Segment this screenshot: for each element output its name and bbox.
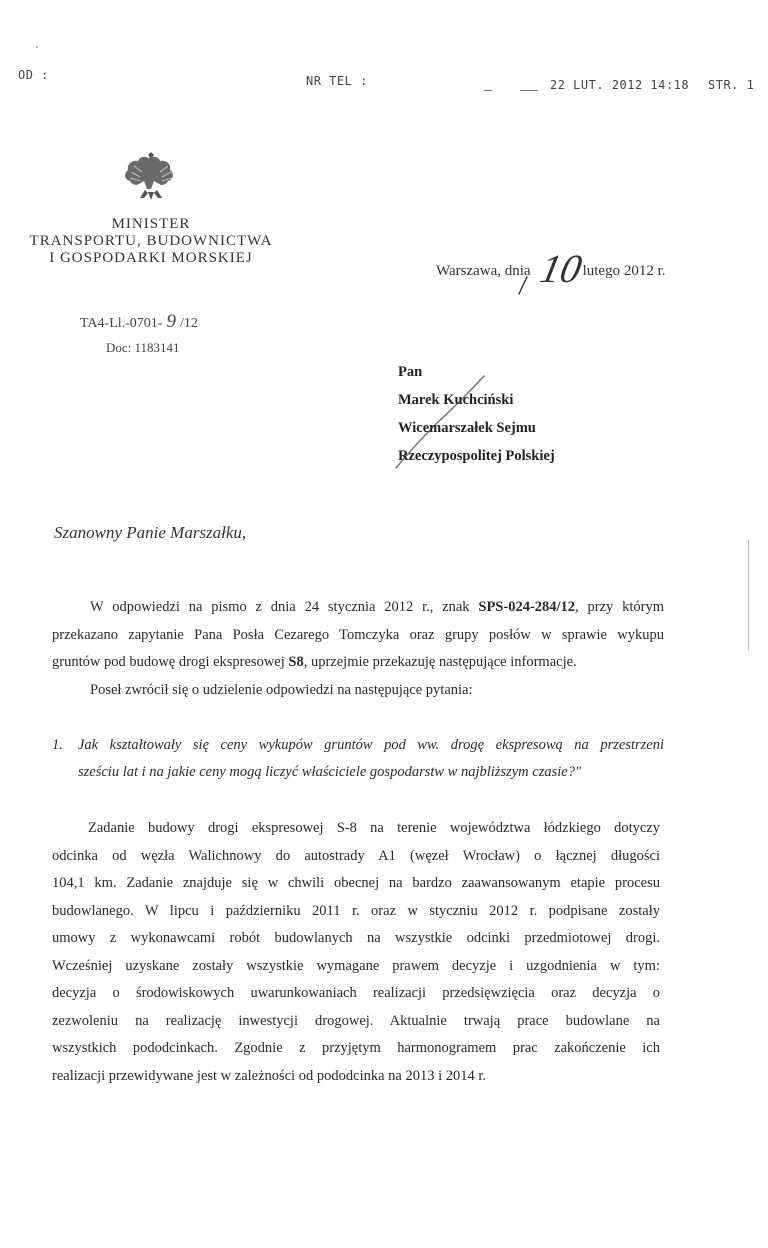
question-line-1: Jak kształtowały się ceny wykupów gruntów pod ww. drogę ekspresową na przestrzeni (78, 737, 664, 753)
date-month-year: lutego 2012 r. (582, 263, 666, 279)
fax-from-label: OD : (18, 68, 49, 82)
reference-sign (80, 311, 198, 333)
recipient-line-4: Rzeczypospolitej Polskiej (398, 448, 555, 464)
intro-line-3-pre: gruntów pod budowę drogi ekspresowej (52, 654, 289, 670)
answer-line: Wcześniej uzyskane zostały wszystkie wymagane prawem decyzje i uzgodnienia w tym: (52, 957, 660, 974)
answer-line: umowy z wykonawcami robót budowlanych na wszystkie odcinki przedmiotowej drogi. (52, 930, 660, 946)
fax-page-number: STR. 1 (708, 78, 755, 92)
intro-line-3 (52, 649, 664, 677)
intro-line-1-post: , przy którym (575, 599, 664, 615)
answer-line: wszystkich pododcinkach. Zgodnie z przyjętym harmonogramem prac zakończenie ich (52, 1040, 660, 1056)
intro-line-4: Poseł zwrócił się o udzielenie odpowiedzi na następujące pytania: (90, 681, 473, 698)
recipient-line-1: Pan (398, 364, 423, 380)
reference-sign-number: 9 (166, 311, 176, 332)
fax-underline (520, 90, 538, 91)
question-number: 1. (52, 737, 63, 753)
answer-line: 104,1 km. Zadanie znajduje się w chwili obecnej na bardzo zaawansowanym etapie procesu (52, 875, 660, 891)
answer-line: realizacji przewidywane jest w zależności od pododcinka na 2013 i 2014 r. (52, 1067, 487, 1084)
scan-edge-line (748, 540, 749, 650)
date-line (436, 245, 666, 292)
fax-date-time: 22 LUT. 2012 14:18 (550, 78, 690, 92)
date-day: 10 (535, 246, 586, 291)
sender-line-2: TRANSPORTU, BUDOWNICTWA (29, 233, 273, 249)
road-number: S8 (288, 654, 304, 670)
document-number: Doc: 1183141 (106, 340, 180, 355)
answer-paragraph (52, 815, 660, 1090)
fax-dash (484, 90, 492, 91)
sender-line-1: MINISTER (111, 216, 191, 232)
recipient-line-2: Marek Kuchciński (398, 392, 514, 408)
recipient-pen-stroke (388, 372, 498, 472)
answer-line: odcinka od węzła Walichnowy do autostrady A1 (węzeł Wrocław) o łącznej długości (52, 847, 660, 864)
date-place: Warszawa, dnia (436, 263, 531, 279)
answer-line: zezwoleniu na realizację inwestycji drogowej. Aktualnie trwają prace budowlane na (52, 1012, 660, 1029)
salutation: Szanowny Panie Marszałku, (54, 523, 247, 542)
intro-line-1 (52, 594, 664, 622)
intro-line-2: przekazano zapytanie Pana Posła Cezarego Tomczyka oraz grupy posłów w sprawie wykupu (52, 626, 664, 643)
reference-sign-prefix: TA4-Ll.-0701- (80, 316, 163, 331)
eagle-emblem-icon (122, 152, 180, 202)
intro-paragraph (52, 594, 664, 704)
answer-line: budowlanego. W lipcu i październiku 2011 r. oraz w styczniu 2012 r. podpisane zostały (52, 902, 660, 919)
question-line-2: sześciu lat i na jakie ceny mogą liczyć właściciele gospodarstw w najbliższym czasie?" (78, 764, 582, 780)
question-block (78, 732, 664, 786)
answer-line: Zadanie budowy drogi ekspresowej S-8 na terenie województwa łódzkiego dotyczy (88, 820, 660, 836)
letter-reference-number: SPS-024-284/12 (478, 599, 576, 615)
recipient-line-3: Wicemarszałek Sejmu (398, 420, 536, 436)
intro-line-3-post: , uprzejmie przekazuję następujące informacje. (303, 654, 577, 670)
sender-block (20, 216, 282, 267)
fax-tel-label: NR TEL : (306, 74, 368, 88)
sender-line-3: I GOSPODARKI MORSKIEJ (49, 250, 253, 266)
reference-sign-suffix: /12 (179, 316, 198, 331)
answer-line: decyzja o środowiskowych uwarunkowaniach realizacji przedsięwzięcia oraz decyzja o (52, 985, 660, 1001)
date-handwriting-stroke (516, 276, 530, 296)
scan-speck (36, 46, 38, 48)
intro-line-1-pre: W odpowiedzi na pismo z dnia 24 stycznia 2012 r., znak (90, 599, 479, 615)
